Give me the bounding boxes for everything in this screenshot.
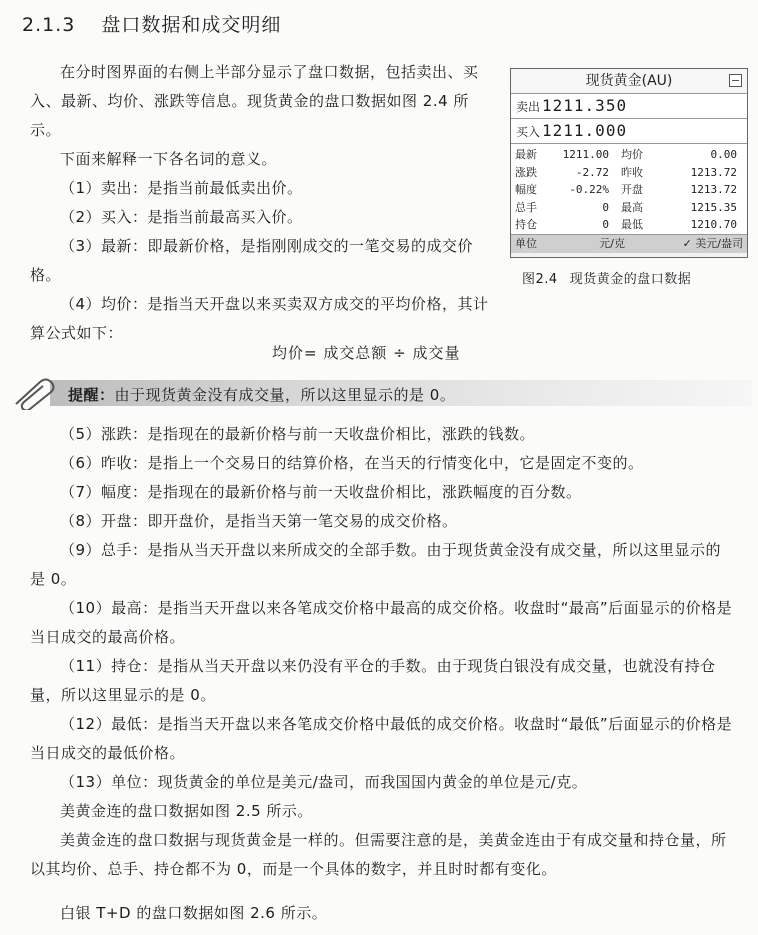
body-paragraph: 美黄金连的盘口数据如图 2.5 所示。 <box>60 802 313 820</box>
quote-value: 1213.72 <box>690 165 737 179</box>
quote-key: 开盘 <box>621 183 643 196</box>
quote-key: 昨收 <box>621 165 643 179</box>
tip-banner <box>10 376 752 406</box>
quote-row <box>515 181 743 199</box>
definition-item: （5）涨跌：是指现在的最新价格与前一天收盘价相比，涨跌的钱数。 <box>60 425 536 443</box>
sell-value: 1211.350 <box>542 96 628 115</box>
quote-value: 1215.35 <box>690 200 737 214</box>
figure-title: 现货黄金的盘口数据 <box>569 272 692 287</box>
quote-value: 1211.00 <box>562 148 609 161</box>
body-paragraph: 白银 T+D 的盘口数据如图 2.6 所示。 <box>60 904 328 922</box>
quote-row <box>515 146 743 164</box>
section-heading <box>22 10 281 37</box>
section-title: 盘口数据和成交明细 <box>101 14 282 36</box>
formula: 均价= 成交总额 ÷ 成交量 <box>272 344 461 362</box>
definition-item: （3）最新：即最新价格，是指刚刚成交的一笔交易的成交价格。 <box>30 237 474 284</box>
quote-key: 均价 <box>621 148 643 161</box>
definition-item: （11）持仓：是指从当天开盘以来仍没有平仓的手数。由于现货白银没有成交量，也就没有持仓量，所以这里显示的是 0。 <box>30 657 716 704</box>
definition-item: （8）开盘：即开盘价，是指当天第一笔交易的成交价格。 <box>60 512 458 530</box>
tip-text <box>68 384 455 405</box>
quote-value: -0.22% <box>569 183 609 196</box>
quote-value: 0 <box>602 218 609 231</box>
buy-label: 买入 <box>516 125 541 139</box>
definition-item: （2）买入：是指当前最高买入价。 <box>60 208 303 226</box>
quote-value: 0 <box>602 200 609 214</box>
quote-row <box>515 199 743 217</box>
unit-option-usd[interactable]: ✓ 美元/盎司 <box>682 236 743 250</box>
definition-item: （1）卖出：是指当前最低卖出价。 <box>60 179 303 197</box>
definition-item: （10）最高：是指当天开盘以来各笔成交价格中最高的成交价格。收盘时“最高”后面显示的价格是当日成交的最高价格。 <box>30 599 733 646</box>
quote-key: 最低 <box>621 218 643 231</box>
unit-bar <box>511 235 747 253</box>
section-number: 2.1.3 <box>22 14 76 36</box>
sell-row <box>511 94 747 119</box>
quote-value: 1210.70 <box>690 218 737 231</box>
quote-value: -2.72 <box>575 165 609 179</box>
quote-grid <box>511 144 747 235</box>
figure-caption <box>522 268 691 287</box>
paperclip-icon <box>10 376 66 410</box>
minimize-icon[interactable] <box>729 74 742 87</box>
definition-item: （6）昨收：是指上一个交易日的结算价格，在当天的行情变化中，它是固定不变的。 <box>60 454 644 472</box>
unit-label: 单位 <box>515 236 537 250</box>
quote-row <box>515 164 743 182</box>
definition-item: （4）均价：是指当天开盘以来买卖双方成交的平均价格，其计算公式如下： <box>30 295 489 342</box>
quote-key: 幅度 <box>515 183 537 196</box>
figure-number: 图2.4 <box>522 272 558 287</box>
panel-title-bar <box>511 69 747 94</box>
quote-key: 持仓 <box>515 218 537 231</box>
definition-item: （13）单位：现货黄金的单位是美元/盎司，而我国国内黄金的单位是元/克。 <box>60 773 588 791</box>
definition-item: （12）最低：是指当天开盘以来各笔成交价格中最低的成交价格。收盘时“最低”后面显示的价格是当日成交的最低价格。 <box>30 715 733 762</box>
quote-key: 涨跌 <box>515 165 537 179</box>
quote-key: 总手 <box>515 200 537 214</box>
intro-paragraph: 在分时图界面的右侧上半部分显示了盘口数据，包括卖出、买入、最新、均价、涨跌等信息。现货黄金的盘口数据如图 2.4 所示。 <box>30 63 479 139</box>
quote-key: 最新 <box>515 148 537 161</box>
definition-item: （9）总手：是指从当天开盘以来所成交的全部手数。由于现货黄金没有成交量，所以这里显示的是 0。 <box>30 541 722 588</box>
quote-value: 0.00 <box>710 148 737 161</box>
intro-paragraph: 下面来解释一下各名词的意义。 <box>60 150 278 168</box>
buy-row <box>511 119 747 144</box>
panel-title: 现货黄金(AU) <box>585 73 673 89</box>
body-paragraph: 美黄金连的盘口数据与现货黄金是一样的。但需要注意的是，美黄金连由于有成交量和持仓量，所以其均价、总手、持仓都不为 0，而是一个具体的数字，并且时时都有变化。 <box>30 831 727 878</box>
tip-label: 提醒： <box>68 386 115 404</box>
quote-panel <box>510 68 748 258</box>
tip-content: 由于现货黄金没有成交量，所以这里显示的是 0。 <box>114 386 456 404</box>
sell-label: 卖出 <box>516 100 541 114</box>
quote-row <box>515 216 743 234</box>
buy-value: 1211.000 <box>542 121 628 140</box>
quote-key: 最高 <box>621 200 643 214</box>
quote-value: 1213.72 <box>690 183 737 196</box>
unit-option-yuan[interactable]: 元/克 <box>599 236 625 250</box>
definition-item: （7）幅度：是指现在的最新价格与前一天收盘价相比，涨跌幅度的百分数。 <box>60 483 582 501</box>
